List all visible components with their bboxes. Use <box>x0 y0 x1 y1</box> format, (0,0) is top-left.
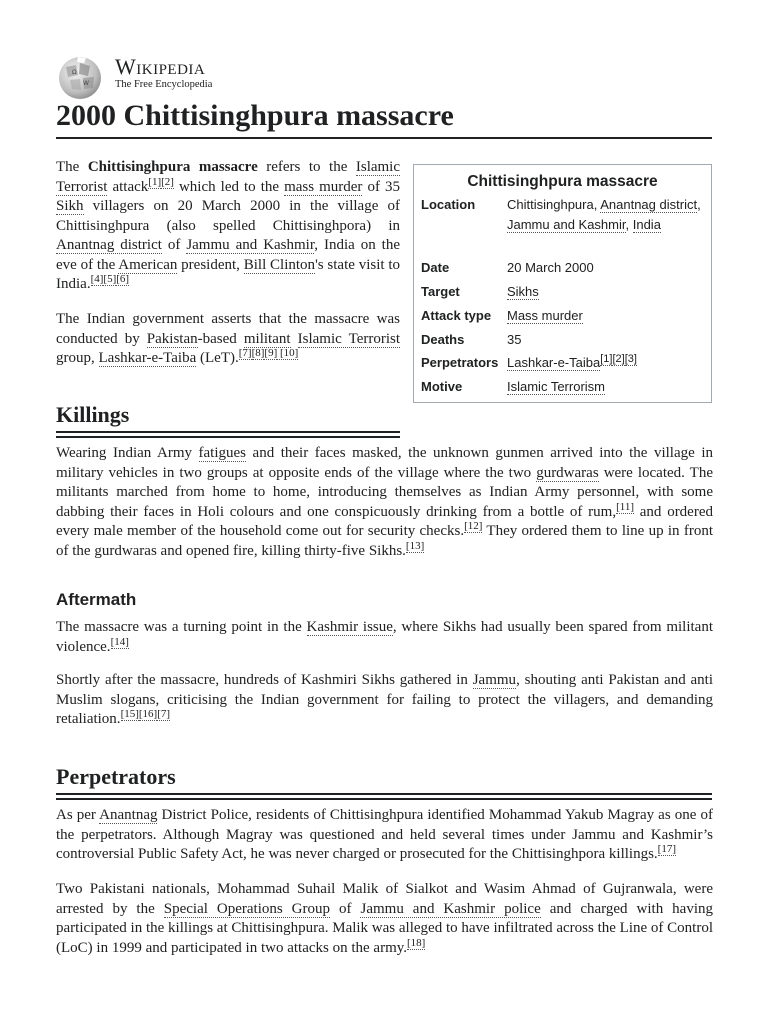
ref-18[interactable]: [18] <box>407 936 426 949</box>
infobox-ref-1[interactable]: [1] <box>600 352 613 365</box>
infobox-value-deaths: 35 <box>507 332 522 347</box>
text: (LeT). <box>196 350 239 366</box>
link-lashkar-e-taiba[interactable]: Lashkar-e-Taiba <box>98 350 197 366</box>
infobox-label-deaths: Deaths <box>421 332 465 347</box>
text: , where Sikhs had usually been spared from militant violence. <box>56 619 713 655</box>
heading-perpetrators: Perpetrators <box>56 764 176 789</box>
ref-9[interactable]: [9] <box>264 347 278 359</box>
text: -based <box>197 330 244 347</box>
ref-17[interactable]: [17] <box>657 843 676 855</box>
link-kashmir-issue[interactable]: Kashmir issue <box>306 619 393 635</box>
infobox-link-mass-murder[interactable]: Mass murder <box>507 308 583 323</box>
wikipedia-wordmark[interactable] <box>115 56 212 92</box>
text: 's state visit to India. <box>56 256 401 292</box>
infobox-value-date: 20 March 2000 <box>507 260 594 275</box>
infobox-label-target: Target <box>421 284 460 299</box>
infobox-label-date: Date <box>421 260 450 275</box>
text <box>291 331 298 347</box>
ref-12[interactable]: [12] <box>464 520 483 532</box>
infobox-link-islamic-terrorism[interactable]: Islamic Terrorism <box>507 379 605 394</box>
tagline: The Free Encyclopedia <box>115 79 213 90</box>
text: , <box>625 216 633 232</box>
text: and charged with having participated in the killings at Chittisinghpura. Malik was alleged to have infiltrated across the Line of Control (LoC) in 1999 and participated in two attacks on the army. <box>56 900 714 956</box>
text: and their faces masked, the unknown gunmen arrived into the village in military vehicles in two groups at opposite ends of the village where the two <box>56 445 713 481</box>
intro-paragraph-1 <box>56 158 400 295</box>
text: were located. The militants marched from home to home, introducing themselves as Indian Army personnel, with some dabbing their faces in Holi colours and one conspicuously drinking from a bottle of rum, <box>56 464 713 520</box>
text: group, <box>56 350 99 366</box>
perpetrators-paragraph-2 <box>56 880 713 958</box>
infobox-ref-3[interactable]: [3] <box>624 352 637 365</box>
infobox-value-location <box>507 195 707 234</box>
text: Shortly after the massacre, hundreds of Kashmiri Sikhs gathered in <box>56 672 473 688</box>
link-jammu-and-kashmir[interactable]: Jammu and Kashmir <box>186 237 315 253</box>
link-militant[interactable]: militant <box>243 330 291 347</box>
svg-text:Ω: Ω <box>72 69 77 76</box>
aftermath-paragraph-1 <box>56 618 713 657</box>
infobox-title: Chittisinghpura massacre <box>467 173 658 190</box>
text: attack <box>107 178 149 195</box>
perpetrators-paragraph-1 <box>56 806 713 865</box>
text: As per <box>56 807 100 823</box>
text: They ordered them to line up in front of the gurdwaras and opened fire, killing thirty-five Sikhs. <box>56 523 713 559</box>
infobox-label-motive: Motive <box>421 379 463 394</box>
article-subject: Chittisinghpura massacre <box>87 159 258 175</box>
infobox <box>413 164 712 403</box>
infobox-value-target <box>507 282 707 302</box>
infobox-value-attack-type <box>507 306 707 326</box>
title-divider <box>56 137 712 139</box>
text: and ordered every male member of the household come out for security checks. <box>56 503 713 539</box>
link-fatigues[interactable]: fatigues <box>198 445 246 461</box>
infobox-value-perpetrators <box>507 353 707 373</box>
text: Two Pakistani nationals, Mohammad Suhail Malik of Sialkot and Wasim Ahmad of Gujranwala, were arrested by the <box>56 881 713 917</box>
ref-10[interactable]: [10] <box>277 347 299 359</box>
heading-divider <box>56 431 400 438</box>
infobox-link-lashkar-e-taiba[interactable]: Lashkar-e-Taiba <box>507 355 601 370</box>
infobox-ref-2[interactable]: [2] <box>612 352 625 365</box>
ref-15[interactable]: [15] <box>120 708 139 720</box>
ref-14[interactable]: [14] <box>110 635 129 648</box>
text: which led to the <box>173 178 285 195</box>
text: of 35 <box>362 178 400 195</box>
link-sikh[interactable]: Sikh <box>56 198 84 214</box>
infobox-label-location: Location <box>421 197 476 212</box>
infobox-link-sikhs[interactable]: Sikhs <box>507 284 539 299</box>
ref-2[interactable]: [2] <box>161 175 174 188</box>
svg-text:W: W <box>83 80 89 87</box>
link-islamic-terrorist[interactable]: Islamic Terrorist <box>56 159 401 195</box>
wordmark-text: Wikipedia <box>115 54 206 79</box>
text: Chittisinghpura, <box>507 197 601 212</box>
text: , <box>697 197 701 212</box>
ref-8[interactable]: [8] <box>251 347 265 359</box>
heading-divider <box>56 793 712 800</box>
heading-aftermath: Aftermath <box>56 590 137 609</box>
text: president, <box>177 256 244 273</box>
ref-7b[interactable]: [7] <box>157 708 171 720</box>
link-special-operations-group[interactable]: Special Operations Group <box>163 900 331 917</box>
text: , shouting anti Pakistan and anti Muslim slogans, criticising the Indian government for failing to protect the villagers, and demanding retaliation. <box>56 672 713 727</box>
text: of <box>161 237 187 253</box>
infobox-label-attack-type: Attack type <box>421 308 492 323</box>
text: of <box>330 900 361 917</box>
text: villagers on 20 March 2000 in the village of Chittisinghpura (also spelled Chittisinghpora) in <box>56 198 400 234</box>
ref-6[interactable]: [6] <box>116 273 130 285</box>
killings-paragraph <box>56 444 713 561</box>
link-pakistan[interactable]: Pakistan <box>146 330 198 347</box>
link-jammu[interactable]: Jammu <box>472 672 517 688</box>
link-anantnag[interactable]: Anantnag <box>99 807 158 823</box>
ref-1[interactable]: [1] <box>148 175 162 188</box>
text: District Police, residents of Chittisinghpura identified Mohammad Yakub Magray as one of the perpetrators. Although Magray was questioned and held several times under Jammu and Kashmir’s controversial Public Safety Act, he was never charged or prosecuted for the Chittisinghpora killings. <box>56 807 713 862</box>
ref-13[interactable]: [13] <box>405 539 425 552</box>
ref-5[interactable]: [5] <box>103 273 117 285</box>
ref-16[interactable]: [16] <box>138 708 158 720</box>
text: The Indian government asserts that the massacre was conducted by <box>56 311 400 347</box>
heading-killings: Killings <box>56 402 130 427</box>
text: , India on the eve of the <box>56 237 400 273</box>
text: refers to the <box>257 159 356 175</box>
ref-11[interactable]: [11] <box>616 500 635 513</box>
text: Wearing Indian Army <box>56 445 199 461</box>
intro-paragraph-2 <box>56 310 400 369</box>
infobox-link-anantnag-district[interactable]: Anantnag district <box>600 197 698 212</box>
text: The massacre was a turning point in the <box>56 619 307 635</box>
ref-7[interactable]: [7] <box>238 347 252 359</box>
link-gurdwaras[interactable]: gurdwaras <box>536 464 599 481</box>
link-american[interactable]: American <box>118 256 178 273</box>
link-anantnag-district[interactable]: Anantnag district <box>56 237 162 253</box>
aftermath-paragraph-2 <box>56 671 713 730</box>
ref-4[interactable]: [4] <box>90 273 104 285</box>
wikipedia-logo-icon[interactable] <box>56 53 104 101</box>
infobox-label-perpetrators: Perpetrators <box>421 355 499 370</box>
link-islamic-terrorist-2[interactable]: Islamic Terrorist <box>297 330 401 347</box>
link-bill-clinton[interactable]: Bill Clinton <box>243 256 316 273</box>
infobox-value-motive <box>507 377 707 397</box>
infobox-link-india[interactable]: India <box>632 216 661 232</box>
text: The <box>56 159 88 175</box>
infobox-link-jammu-and-kashmir[interactable]: Jammu and Kashmir <box>507 216 626 232</box>
page-title: 2000 Chittisinghpura massacre <box>56 99 454 132</box>
link-mass-murder[interactable]: mass murder <box>284 178 363 195</box>
link-jammu-and-kashmir-police[interactable]: Jammu and Kashmir police <box>360 900 541 917</box>
